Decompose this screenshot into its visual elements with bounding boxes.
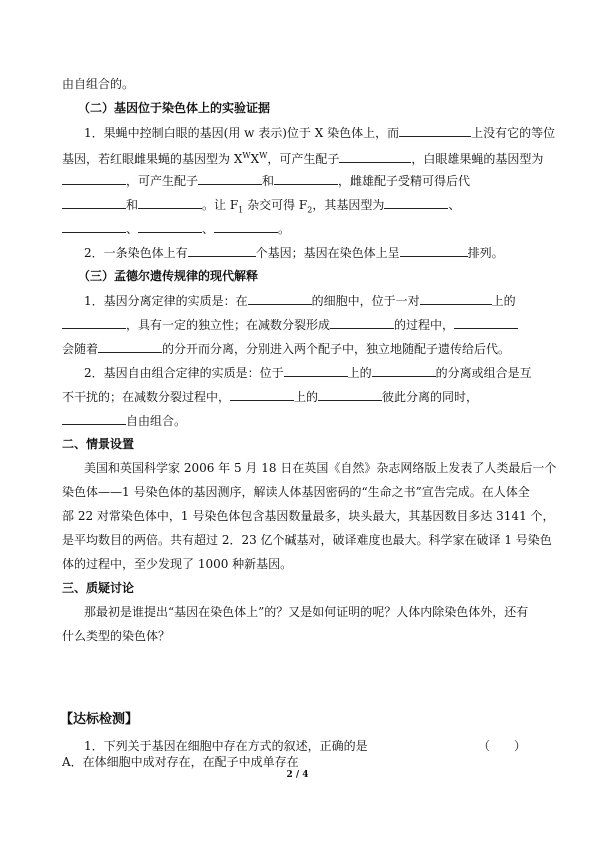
fill-blank — [330, 316, 394, 329]
text-line — [62, 148, 543, 167]
fill-blank — [284, 364, 348, 377]
section-heading: 三、质疑讨论 — [62, 581, 135, 595]
text: ，可产生配子 — [126, 174, 199, 188]
fill-blank — [62, 220, 126, 233]
text-line: 染色体——1 号染色体的基因测序，解读人体基因密码的“生命之书”宣告完成。在人体全 — [62, 485, 530, 499]
section-heading: （二）基因位于染色体上的实验证据 — [78, 101, 271, 115]
text: 彼此分离的同时， — [382, 390, 479, 404]
fill-blank — [399, 124, 471, 137]
fill-blank — [98, 340, 162, 353]
section-heading: 二、情景设置 — [62, 437, 135, 451]
text: 的分离或组合是互 — [435, 366, 532, 380]
text: 上的 — [347, 366, 372, 380]
fill-blank — [188, 244, 256, 257]
fill-blank — [400, 244, 468, 257]
fill-blank — [420, 292, 492, 305]
text: 排列。 — [467, 246, 504, 260]
superscript: W — [242, 151, 251, 160]
text: ，具有一定的独立性；在减数分裂形成 — [126, 318, 331, 332]
subscript: 2 — [307, 205, 313, 215]
text-line: 由自组合的。 — [62, 77, 135, 91]
superscript: W — [259, 151, 268, 160]
text-line — [62, 316, 518, 333]
text: 和 — [126, 198, 139, 212]
option-a: A．在体细胞中成对存在，在配子中成单存在 — [62, 755, 299, 769]
text: 2．基因自由组合定律的实质是：位于 — [84, 366, 284, 380]
section-heading: （三）孟德尔遗传规律的现代解释 — [78, 269, 259, 283]
text: 自由组合。 — [126, 414, 187, 428]
text-line — [62, 340, 510, 357]
text-line: 是平均数目的两倍。共有超过 2．23 亿个碱基对，破译难度也最大。科学家在破译 1 号染色 — [62, 533, 552, 547]
text: 会随着 — [62, 342, 99, 356]
fill-blank — [384, 196, 448, 209]
text-line: 什么类型的染色体？ — [62, 629, 171, 643]
text: ，可产生配子 — [267, 152, 340, 166]
fill-blank — [454, 316, 518, 329]
text: 、 — [126, 222, 139, 236]
text: 。 — [278, 222, 291, 236]
text: 1．基因分离定律的实质是：在 — [84, 294, 248, 308]
text: ，雌雄配子受精可得后代 — [338, 174, 471, 188]
fill-blank — [339, 150, 411, 163]
text-line — [62, 388, 478, 405]
text: 基因，若红眼雌果蝇的基因型为 X — [62, 152, 243, 166]
text: X — [250, 152, 260, 166]
text-line — [84, 364, 532, 381]
text: 、 — [448, 198, 461, 212]
text: 上的 — [294, 390, 319, 404]
text: 不干扰的；在减数分裂过程中， — [62, 390, 231, 404]
text: 2．一条染色体上有 — [84, 246, 188, 260]
fill-blank — [138, 196, 202, 209]
text: ，其基因型为 — [312, 198, 385, 212]
fill-blank — [62, 172, 126, 185]
page-number: 2 / 4 — [286, 770, 309, 780]
text: 个基因；基因在染色体上呈 — [255, 246, 400, 260]
fill-blank — [372, 364, 436, 377]
text-line — [84, 292, 516, 309]
answer-parentheses: （ ） — [478, 739, 527, 753]
fill-blank — [214, 220, 278, 233]
text-line — [62, 196, 460, 218]
text-line — [84, 244, 504, 261]
question-stem: 1．下列关于基因在细胞中存在方式的叙述，正确的是 — [84, 739, 368, 753]
text: 1．果蝇中控制白眼的基因(用 w 表示)位于 X 染色体上，而 — [84, 126, 400, 140]
text-line — [62, 172, 470, 189]
fill-blank — [138, 220, 202, 233]
text: 杂交可得 F — [243, 198, 308, 212]
text: 上没有它的等位 — [471, 126, 556, 140]
subscript: 1 — [238, 205, 244, 215]
text-line: 体的过程中，至少发现了 1000 种新基因。 — [62, 557, 293, 571]
fill-blank — [248, 292, 312, 305]
text: 的细胞中，位于一对 — [311, 294, 420, 308]
text-line: 部 22 对常染色体中，1 号染色体包含基因数量最多，块头最大，其基因数目多达 3141 个， — [62, 509, 555, 523]
text-line: 那最初是谁提出“基因在染色体上”的？又是如何证明的呢？人体内除染色体外，还有 — [84, 605, 529, 619]
text: 、 — [202, 222, 215, 236]
fill-blank — [230, 388, 294, 401]
text: 和 — [262, 174, 275, 188]
section-heading: 【达标检测】 — [60, 712, 139, 727]
fill-blank — [62, 196, 126, 209]
text: 。让 F — [202, 198, 239, 212]
fill-blank — [198, 172, 262, 185]
text: ，白眼雄果蝇的基因型为 — [411, 152, 544, 166]
fill-blank — [62, 316, 126, 329]
text-line — [62, 412, 186, 429]
text: 的过程中， — [394, 318, 455, 332]
text-line: 美国和英国科学家 2006 年 5 月 18 日在英国《自然》杂志网络版上发表了人类最后一个 — [84, 461, 557, 475]
text: 的分开而分离，分别进入两个配子中，独立地随配子遗传给后代。 — [162, 342, 511, 356]
text-line — [84, 124, 555, 141]
fill-blank — [62, 412, 126, 425]
text: 上的 — [491, 294, 516, 308]
text-line — [62, 220, 290, 237]
fill-blank — [274, 172, 338, 185]
fill-blank — [318, 388, 382, 401]
